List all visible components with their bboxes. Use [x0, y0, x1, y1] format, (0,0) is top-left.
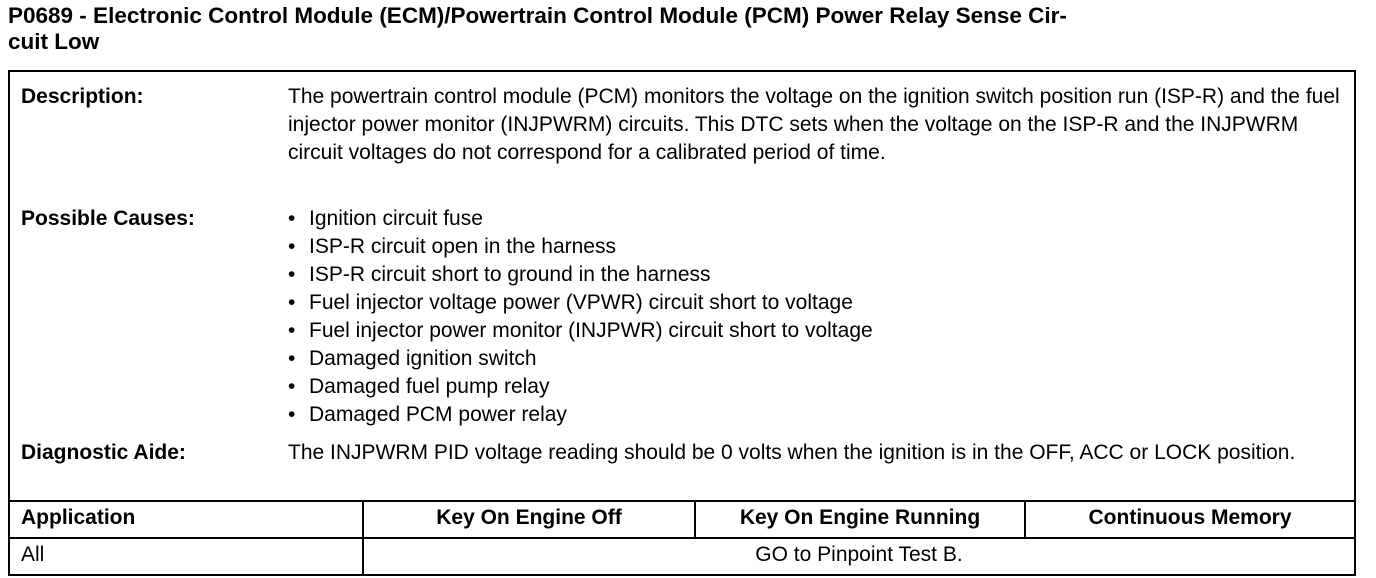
header-key-on-engine-off: Key On Engine Off [436, 506, 622, 529]
application-value: All [21, 543, 45, 566]
page-title [8, 3, 1358, 55]
dtc-info-table [8, 70, 1356, 576]
title-line-2: cuit Low [8, 29, 100, 54]
list-item: • Ignition circuit fuse [288, 205, 1350, 233]
list-item: • Fuel injector voltage power (VPWR) circuit short to voltage [288, 289, 1350, 317]
list-item: • Fuel injector power monitor (INJPWR) circuit short to voltage [288, 317, 1350, 345]
diagnostic-aide-text: The INJPWRM PID voltage reading should be 0 volts when the ignition is in the OFF, ACC or LOCK position. [288, 441, 1296, 464]
list-item: • Damaged ignition switch [288, 345, 1350, 373]
possible-causes-label: Possible Causes: [21, 207, 195, 230]
possible-causes-list [288, 205, 1350, 429]
header-key-on-engine-running: Key On Engine Running [739, 506, 981, 529]
title-line-1: P0689 - Electronic Control Module (ECM)/Powertrain Control Module (PCM) Power Relay Sense Cir- [8, 3, 1067, 28]
header-application: Application [21, 506, 136, 529]
diagnostic-aide-label: Diagnostic Aide: [21, 441, 186, 464]
pinpoint-test-link: GO to Pinpoint Test B. [755, 543, 963, 566]
table-divider [10, 537, 1354, 539]
table-divider [10, 500, 1354, 502]
list-item: • Damaged fuel pump relay [288, 373, 1350, 401]
list-item: • ISP-R circuit open in the harness [288, 233, 1350, 261]
description-label: Description: [21, 85, 144, 108]
list-item: • ISP-R circuit short to ground in the harness [288, 261, 1350, 289]
description-text: The powertrain control module (PCM) monitors the voltage on the ignition switch position run (ISP-R) and the fuel injector power monitor (INJPWRM) circuits. This DTC sets when the voltage on the ISP-R and the INJPWRM circuit voltages do not correspond for a calibrated period of time. [288, 85, 1340, 164]
list-item: • Damaged PCM power relay [288, 401, 1350, 429]
header-continuous-memory: Continuous Memory [1088, 506, 1292, 529]
